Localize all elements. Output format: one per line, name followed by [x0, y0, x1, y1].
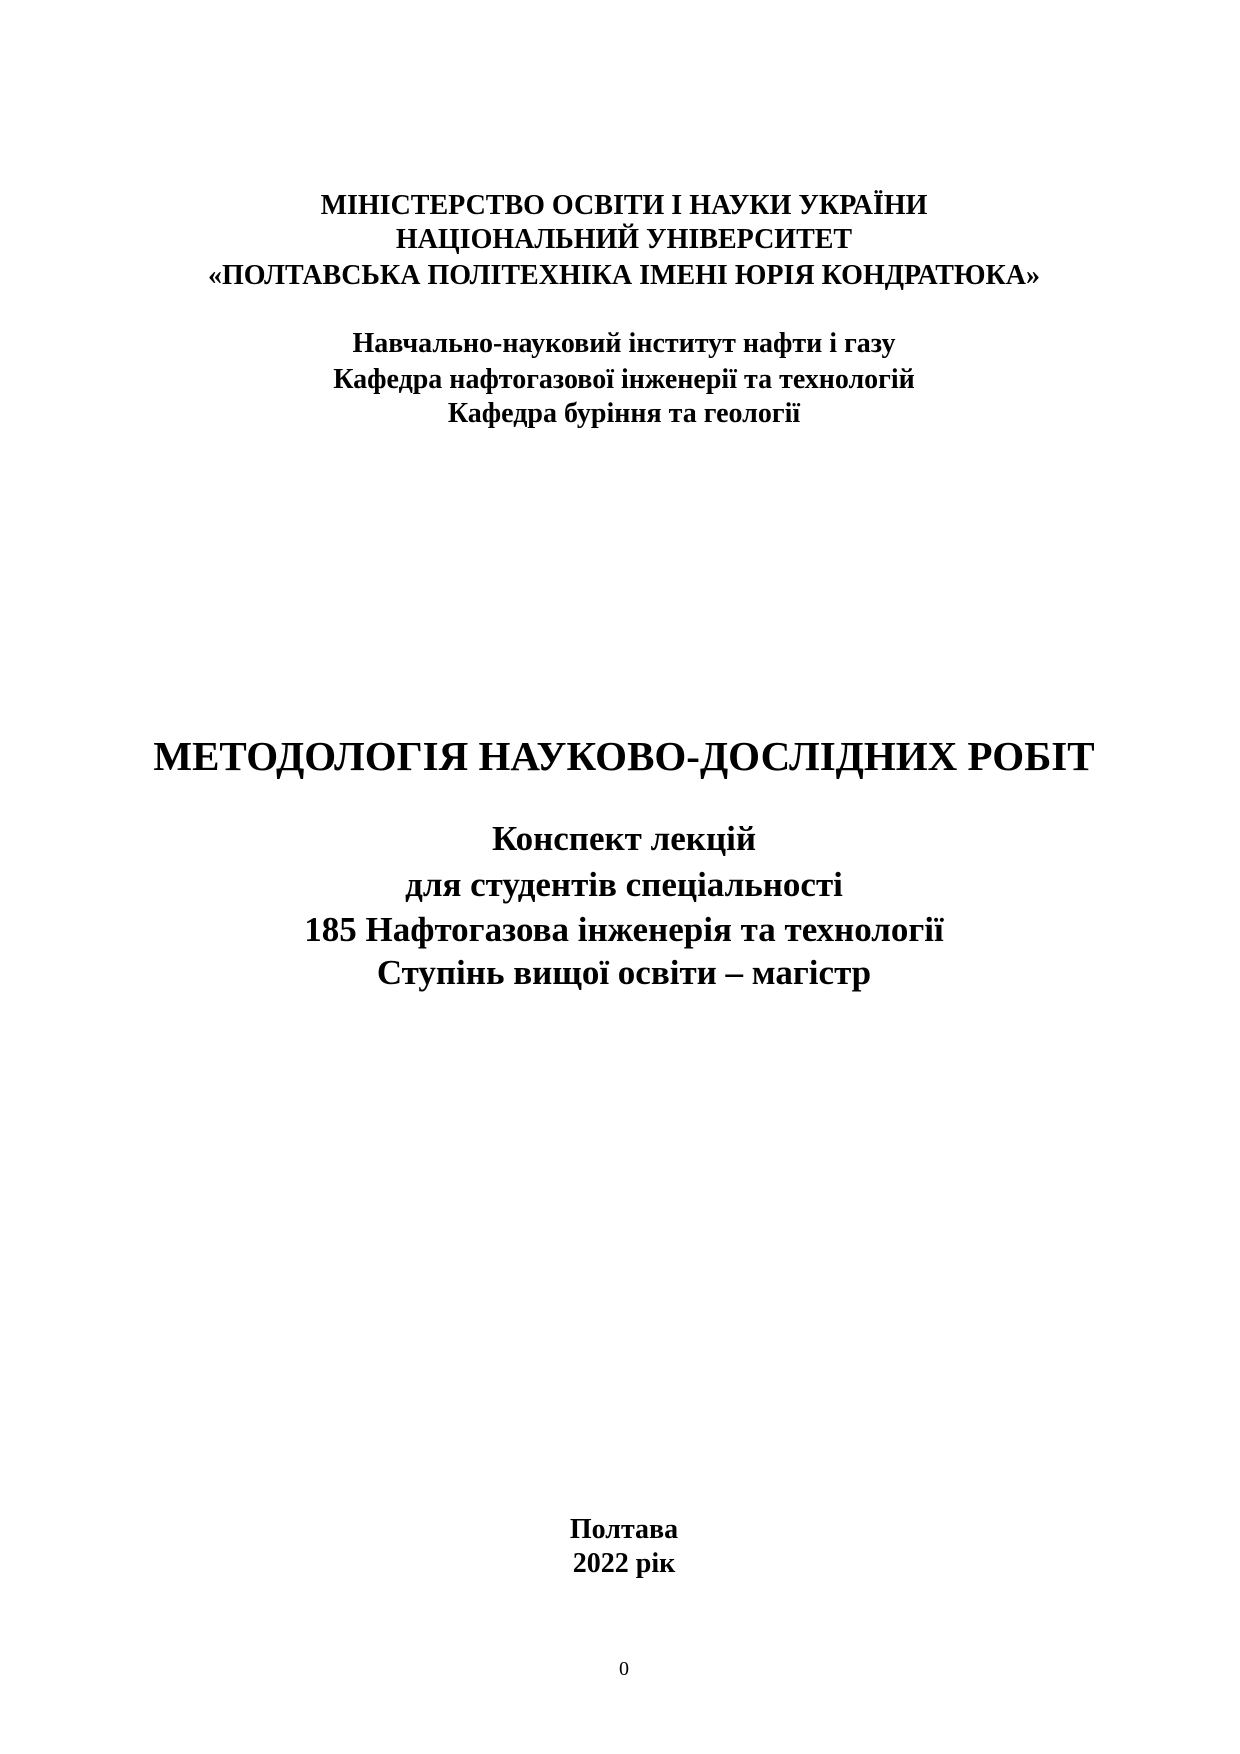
city-line: Полтава [569, 1514, 679, 1545]
university-name-heading: «ПОЛТАВСЬКА ПОЛІТЕХНІКА ІМЕНІ ЮРІЯ КОНДРАТЮКА» [207, 260, 1040, 291]
year-line: 2022 рік [572, 1548, 676, 1579]
institute-line: Навчально-науковий інститут нафти і газу [352, 328, 896, 359]
department-line-2: Кафедра буріння та геології [447, 398, 801, 429]
subtitle-line-4: Ступінь вищої освіти – магістр [376, 953, 872, 992]
university-heading: НАЦІОНАЛЬНИЙ УНІВЕРСИТЕТ [395, 224, 853, 255]
subtitle-line-1: Конспект лекцій [491, 819, 757, 858]
department-line-1: Кафедра нафтогазової інженерії та технологій [333, 364, 915, 395]
document-title: МЕТОДОЛОГІЯ НАУКОВО-ДОСЛІДНИХ РОБІТ [153, 733, 1095, 779]
subtitle-line-3: 185 Нафтогазова інженерія та технології [304, 910, 944, 949]
subtitle-line-2: для студентів спеціальності [405, 865, 843, 904]
page-number: 0 [619, 1658, 629, 1680]
ministry-heading: МІНІСТЕРСТВО ОСВІТИ І НАУКИ УКРАЇНИ [320, 190, 928, 221]
